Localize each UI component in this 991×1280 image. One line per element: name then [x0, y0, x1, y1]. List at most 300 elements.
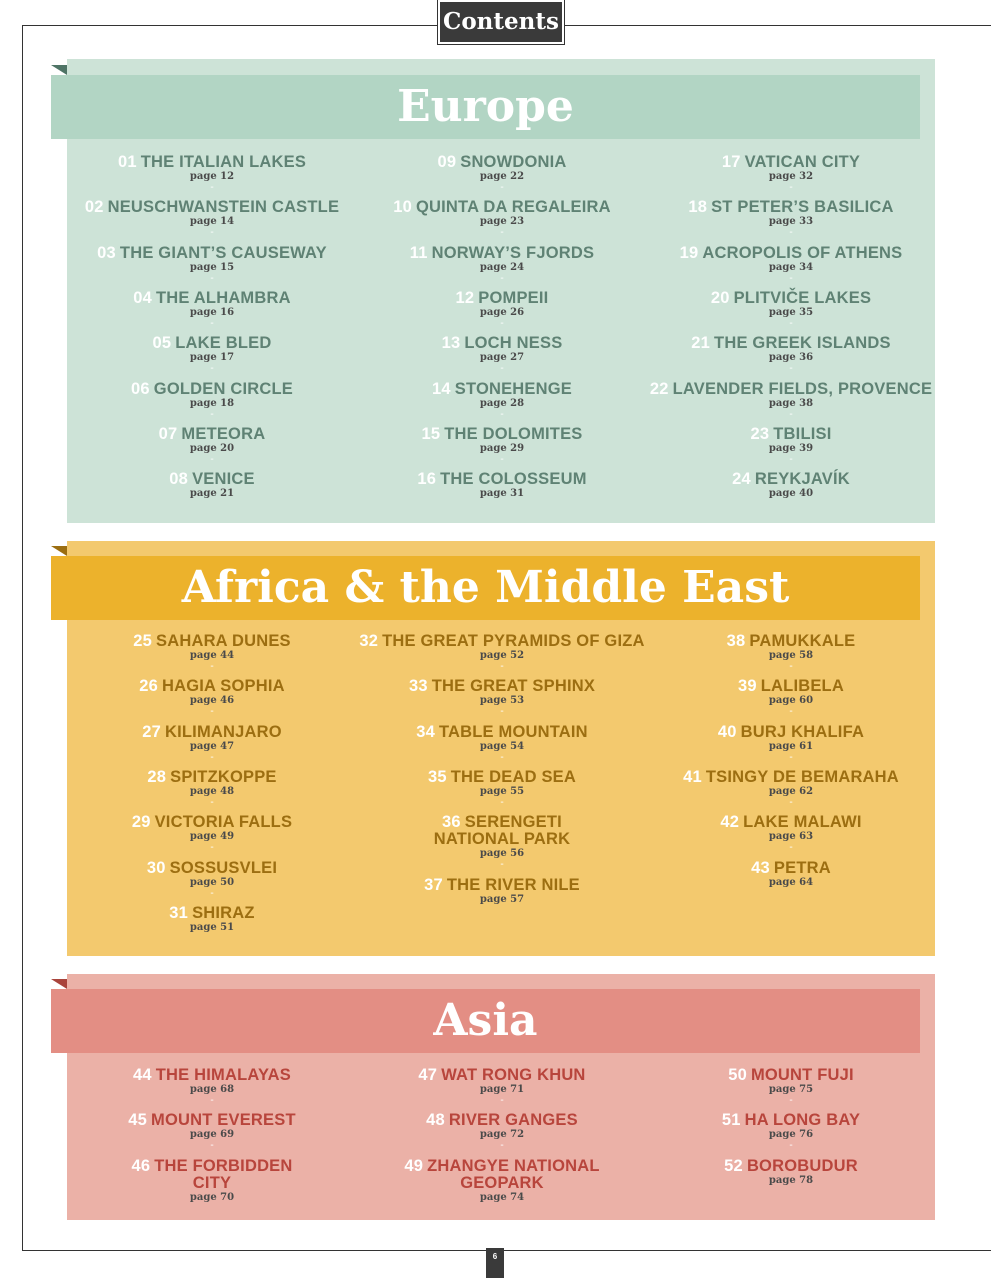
entry-number: 14 — [432, 379, 451, 398]
entry-divider: - — [210, 408, 214, 420]
entry-title — [357, 814, 647, 831]
entry-title-text: REYKJAVÍK — [754, 470, 850, 489]
entry-page: page 68 — [189, 1084, 235, 1095]
toc-entry[interactable] — [357, 1112, 647, 1150]
entry-divider: - — [789, 182, 793, 193]
toc-entry[interactable] — [646, 724, 936, 762]
toc-entry[interactable] — [357, 1067, 647, 1105]
entry-divider: - — [210, 1140, 214, 1152]
entry-title-text: LAKE MALAWI — [743, 813, 862, 832]
entry-divider: - — [500, 227, 504, 239]
toc-entry[interactable] — [357, 678, 647, 716]
entry-title — [67, 1112, 357, 1129]
entry-page: page 44 — [189, 650, 235, 661]
entry-divider: - — [210, 842, 214, 854]
entry-number: 07 — [158, 424, 178, 443]
entry-number: 42 — [720, 813, 740, 832]
entry-title-text: STONEHENGE — [454, 379, 572, 398]
entry-divider: - — [210, 453, 214, 465]
entry-title-text: LALIBELA — [760, 677, 844, 696]
entry-title-text: PAMUKKALE — [749, 632, 856, 650]
entry-title-text: ST PETER’S BASILICA — [711, 198, 894, 217]
contents-heading: Contents — [438, 0, 564, 44]
entry-number: 04 — [133, 288, 153, 307]
toc-entry[interactable] — [646, 1067, 936, 1105]
entry-number: 48 — [426, 1111, 445, 1130]
entry-page: page 64 — [768, 876, 814, 888]
entry-divider: - — [500, 272, 504, 284]
entry-title — [357, 335, 647, 352]
entry-number: 21 — [691, 334, 711, 353]
entry-title-text: MOUNT FUJI — [750, 1066, 854, 1084]
entry-number: 03 — [97, 243, 116, 262]
toc-entry[interactable] — [646, 1158, 936, 1187]
asia-banner-fold — [51, 979, 67, 989]
toc-entry[interactable] — [646, 290, 936, 328]
entry-title — [357, 678, 647, 695]
entry-page: page 15 — [189, 261, 235, 273]
toc-entry[interactable] — [357, 814, 647, 869]
toc-entry[interactable] — [357, 877, 647, 906]
toc-entry[interactable] — [67, 290, 357, 328]
entry-number: 37 — [424, 875, 443, 894]
toc-entry[interactable] — [67, 426, 357, 464]
entry-title — [646, 860, 936, 877]
entry-title — [357, 426, 647, 443]
entry-title-text: METEORA — [181, 424, 266, 443]
entry-page: page 29 — [479, 442, 525, 454]
entry-title-text: BURJ KHALIFA — [740, 722, 865, 741]
entry-number: 01 — [117, 153, 137, 171]
entry-divider: - — [789, 661, 793, 672]
entry-title — [646, 724, 936, 741]
entry-number: 11 — [409, 243, 428, 262]
entry-number: 46 — [131, 1156, 151, 1175]
entry-page: page 78 — [768, 1174, 814, 1186]
entry-number: 05 — [152, 334, 172, 353]
entry-number: 43 — [751, 858, 770, 877]
entry-number: 12 — [455, 288, 475, 307]
toc-entry[interactable] — [67, 245, 357, 283]
entry-title-text: TABLE MOUNTAIN — [438, 722, 588, 741]
entry-title — [357, 199, 647, 216]
entry-number: 23 — [750, 424, 770, 443]
entry-number: 29 — [131, 813, 151, 832]
entry-page: page 50 — [189, 876, 235, 888]
entry-number: 35 — [427, 767, 447, 786]
page-number: 6 — [486, 1248, 504, 1278]
entry-divider: - — [500, 859, 504, 871]
entry-title-text: SAHARA DUNES — [156, 632, 291, 650]
entry-number: 24 — [732, 470, 751, 489]
entry-number: 47 — [418, 1066, 438, 1084]
entry-title-text: VENICE — [192, 470, 255, 489]
entry-page: page 27 — [479, 352, 525, 364]
entry-title-text: GOLDEN CIRCLE — [153, 379, 293, 398]
entry-title — [357, 1067, 647, 1084]
toc-entry[interactable] — [357, 1158, 647, 1204]
entry-page: page 38 — [768, 397, 814, 409]
asia-title: Asia — [433, 995, 538, 1046]
entry-title — [357, 381, 647, 398]
entry-title-text: THE ITALIAN LAKES — [140, 153, 307, 171]
entry-divider: - — [500, 453, 504, 465]
entry-title-text: LOCH NESS — [464, 334, 563, 353]
entry-title — [67, 154, 357, 171]
entry-title-text: THE RIVER NILE — [446, 875, 580, 894]
entry-page: page 62 — [768, 785, 814, 797]
entry-title — [646, 471, 936, 488]
entry-number: 30 — [146, 858, 166, 877]
entry-title — [357, 1112, 647, 1129]
entry-number: 50 — [728, 1066, 747, 1084]
entry-title — [646, 335, 936, 352]
entry-title — [646, 1158, 936, 1175]
entry-number: 34 — [416, 722, 435, 741]
entry-title — [357, 471, 647, 488]
africa-banner-fold — [51, 546, 67, 556]
toc-entry[interactable] — [357, 154, 647, 192]
entry-title-text: ZHANGYE NATIONAL — [427, 1156, 600, 1175]
entry-number: 22 — [649, 379, 669, 398]
entry-title-text: MOUNT EVEREST — [151, 1111, 296, 1130]
entry-page: page 52 — [479, 650, 525, 661]
entry-number: 26 — [139, 677, 158, 696]
toc-entry[interactable] — [67, 678, 357, 716]
entry-title — [67, 724, 357, 741]
entry-divider: - — [210, 751, 214, 763]
toc-entry[interactable] — [646, 199, 936, 237]
entry-title-text: KILIMANJARO — [164, 722, 282, 741]
entry-title — [67, 471, 357, 488]
entry-title-text: THE DEAD SEA — [450, 767, 576, 786]
entry-divider: - — [789, 363, 793, 375]
entry-number: 40 — [717, 722, 737, 741]
entry-divider: - — [210, 317, 214, 329]
toc-entry[interactable] — [357, 426, 647, 464]
entry-number: 06 — [131, 379, 150, 398]
entry-title — [357, 633, 647, 650]
entry-divider: - — [500, 408, 504, 420]
entry-page: page 22 — [479, 171, 525, 182]
entry-divider: - — [210, 887, 214, 899]
entry-title-text: PLITVIČE LAKES — [733, 288, 872, 307]
entry-divider: - — [500, 1095, 504, 1106]
entry-number: 09 — [437, 153, 457, 171]
toc-entry[interactable] — [646, 381, 936, 419]
entry-page: page 21 — [189, 488, 235, 500]
entry-number: 18 — [688, 198, 708, 217]
entry-page: page 17 — [189, 352, 235, 364]
entry-title — [67, 769, 357, 786]
toc-entry[interactable] — [357, 381, 647, 419]
entry-title — [357, 877, 647, 894]
entry-title — [646, 199, 936, 216]
toc-entry[interactable] — [646, 335, 936, 373]
entry-page: page 75 — [768, 1084, 814, 1095]
africa-banner — [51, 556, 920, 620]
entry-page: page 57 — [479, 893, 525, 905]
entry-title — [67, 905, 357, 922]
entry-divider: - — [500, 661, 504, 672]
entry-number: 19 — [679, 243, 699, 262]
toc-entry[interactable] — [646, 814, 936, 852]
toc-entry[interactable] — [67, 471, 357, 500]
entry-title — [67, 335, 357, 352]
toc-entry[interactable] — [357, 335, 647, 373]
toc-entry[interactable] — [646, 860, 936, 889]
entry-title — [646, 154, 936, 171]
entry-title — [67, 290, 357, 307]
toc-entry[interactable] — [646, 245, 936, 283]
entry-page: page 74 — [479, 1191, 525, 1203]
toc-entry[interactable] — [67, 724, 357, 762]
entry-number: 32 — [359, 632, 379, 650]
entry-number: 33 — [408, 677, 428, 696]
entry-title — [646, 769, 936, 786]
entry-title-text: NORWAY’S FJORDS — [431, 243, 595, 262]
toc-entry[interactable] — [67, 814, 357, 852]
entry-divider: - — [789, 706, 793, 718]
toc-entry[interactable] — [357, 724, 647, 762]
entry-divider: - — [210, 661, 214, 672]
entry-number: 41 — [683, 767, 702, 786]
toc-entry[interactable] — [67, 860, 357, 898]
entry-title-text: VICTORIA FALLS — [154, 813, 293, 832]
entry-divider: - — [789, 1095, 793, 1106]
entry-title-text: LAKE BLED — [175, 334, 272, 353]
entry-page: page 31 — [479, 488, 525, 500]
entry-title-text: THE ALHAMBRA — [156, 288, 291, 307]
entry-title-text: VATICAN CITY — [744, 153, 861, 171]
toc-entry[interactable] — [646, 769, 936, 807]
entry-divider: - — [789, 751, 793, 763]
entry-title-text: THE GREEK ISLANDS — [714, 334, 891, 353]
entry-page: page 34 — [768, 261, 814, 273]
entry-divider: - — [210, 1095, 214, 1106]
entry-title — [67, 633, 357, 650]
entry-title-text: THE GREAT SPHINX — [431, 677, 596, 696]
entry-divider: - — [789, 317, 793, 329]
entry-number: 38 — [726, 632, 746, 650]
entry-title-line2: NATIONAL PARK — [433, 830, 571, 849]
toc-entry[interactable] — [67, 381, 357, 419]
entry-number: 45 — [128, 1111, 148, 1130]
entry-page: page 33 — [768, 216, 814, 228]
entry-title-text: PETRA — [773, 858, 831, 877]
entry-divider: - — [500, 317, 504, 329]
entry-number: 25 — [133, 632, 153, 650]
entry-divider: - — [210, 227, 214, 239]
entry-divider: - — [210, 706, 214, 718]
entry-title-text: SPITZKOPPE — [170, 767, 277, 786]
entry-page: page 32 — [768, 171, 814, 182]
entry-title-text: NEUSCHWANSTEIN CASTLE — [107, 198, 340, 217]
entry-title-text: WAT RONG KHUN — [441, 1066, 586, 1084]
entry-page: page 72 — [479, 1129, 525, 1141]
entry-page: page 48 — [189, 785, 235, 797]
toc-entry[interactable] — [67, 905, 357, 934]
toc-entry[interactable] — [357, 245, 647, 283]
entry-page: page 18 — [189, 397, 235, 409]
entry-page: page 70 — [189, 1191, 235, 1203]
entry-page: page 24 — [479, 261, 525, 273]
entry-title — [357, 290, 647, 307]
entry-divider: - — [500, 182, 504, 193]
entry-divider: - — [210, 363, 214, 375]
entry-title — [357, 769, 647, 786]
entry-page: page 76 — [768, 1129, 814, 1141]
entry-page: page 63 — [768, 831, 814, 843]
entry-divider: - — [789, 408, 793, 420]
toc-entry[interactable] — [646, 1112, 936, 1150]
entry-number: 15 — [421, 424, 441, 443]
entry-page: page 14 — [189, 216, 235, 228]
entry-divider: - — [789, 842, 793, 854]
entry-title — [67, 678, 357, 695]
europe-title: Europe — [397, 81, 574, 132]
entry-page: page 54 — [479, 740, 525, 752]
entry-number: 13 — [441, 334, 461, 353]
entry-number: 52 — [724, 1156, 743, 1175]
entry-title-text: SHIRAZ — [192, 903, 255, 922]
entry-number: 20 — [710, 288, 730, 307]
entry-number: 08 — [169, 470, 189, 489]
entry-divider: - — [789, 453, 793, 465]
toc-entry[interactable] — [67, 335, 357, 373]
toc-entry[interactable] — [357, 633, 647, 671]
entry-page: page 60 — [768, 695, 814, 707]
entry-title — [67, 426, 357, 443]
entry-title — [646, 1112, 936, 1129]
entry-title — [67, 381, 357, 398]
entry-divider: - — [500, 796, 504, 808]
entry-number: 39 — [738, 677, 757, 696]
entry-page: page 40 — [768, 488, 814, 500]
entry-title-text: THE HIMALAYAS — [155, 1066, 291, 1084]
entry-number: 28 — [147, 767, 167, 786]
entry-title-text: TSINGY DE BEMARAHA — [705, 767, 899, 786]
entry-title-text: BOROBUDUR — [746, 1156, 858, 1175]
toc-entry[interactable] — [646, 471, 936, 500]
entry-page: page 39 — [768, 442, 814, 454]
entry-page: page 47 — [189, 740, 235, 752]
entry-page: page 56 — [479, 848, 525, 860]
entry-divider: - — [789, 227, 793, 239]
africa-title: Africa & the Middle East — [181, 562, 790, 613]
entry-title-text: TBILISI — [773, 424, 832, 443]
entry-page: page 55 — [479, 785, 525, 797]
toc-entry[interactable] — [646, 633, 936, 671]
entry-page: page 46 — [189, 695, 235, 707]
entry-page: page 58 — [768, 650, 814, 661]
entry-title-line2: CITY — [192, 1173, 232, 1192]
entry-page: page 69 — [189, 1129, 235, 1141]
entry-title — [67, 199, 357, 216]
entry-divider: - — [500, 706, 504, 718]
toc-entry[interactable] — [67, 154, 357, 192]
entry-title — [646, 245, 936, 262]
entry-title-text: HAGIA SOPHIA — [161, 677, 285, 696]
toc-entry[interactable] — [357, 769, 647, 807]
entry-title — [646, 290, 936, 307]
toc-entry[interactable] — [357, 290, 647, 328]
entry-number: 31 — [169, 903, 189, 922]
entry-number: 17 — [721, 153, 741, 171]
toc-entry[interactable] — [357, 199, 647, 237]
entry-title-text: LAVENDER FIELDS, PROVENCE — [672, 379, 933, 398]
europe-banner-fold — [51, 65, 67, 75]
entry-title — [646, 814, 936, 831]
entry-divider: - — [210, 272, 214, 284]
entry-title-text: ACROPOLIS OF ATHENS — [702, 243, 903, 262]
entry-divider: - — [500, 363, 504, 375]
toc-entry[interactable] — [646, 678, 936, 716]
entry-title — [357, 154, 647, 171]
entry-title — [357, 724, 647, 741]
toc-entry[interactable] — [646, 426, 936, 464]
toc-entry[interactable] — [67, 1067, 357, 1105]
entry-title — [646, 1067, 936, 1084]
entry-title-text: THE COLOSSEUM — [440, 470, 587, 489]
toc-entry[interactable] — [67, 1112, 357, 1150]
entry-page: page 61 — [768, 740, 814, 752]
entry-page: page 16 — [189, 306, 235, 318]
toc-entry[interactable] — [67, 769, 357, 807]
entry-title-text: THE FORBIDDEN — [154, 1156, 293, 1175]
entry-title-text: POMPEII — [478, 288, 549, 307]
entry-title-text: THE GIANT’S CAUSEWAY — [119, 243, 327, 262]
entry-title — [67, 814, 357, 831]
entry-title-line2: GEOPARK — [460, 1173, 544, 1192]
entry-number: 16 — [417, 470, 437, 489]
entry-divider: - — [210, 796, 214, 808]
entry-title — [67, 1067, 357, 1084]
toc-entry[interactable] — [646, 154, 936, 192]
entry-title — [357, 245, 647, 262]
entry-number: 02 — [84, 198, 104, 217]
entry-divider: - — [500, 1140, 504, 1152]
entry-title-text: THE GREAT PYRAMIDS OF GIZA — [382, 632, 645, 650]
toc-entry[interactable] — [357, 471, 647, 500]
entry-divider: - — [210, 182, 214, 193]
entry-title — [646, 381, 936, 398]
toc-entry[interactable] — [67, 633, 357, 671]
entry-divider: - — [789, 1140, 793, 1152]
entry-number: 44 — [132, 1066, 152, 1084]
toc-entry[interactable] — [67, 1158, 357, 1204]
entry-page: page 12 — [189, 171, 235, 182]
asia-banner — [51, 989, 920, 1053]
entry-page: page 20 — [189, 442, 235, 454]
entry-divider: - — [789, 796, 793, 808]
entry-page: page 49 — [189, 831, 235, 843]
entry-title — [67, 245, 357, 262]
toc-entry[interactable] — [67, 199, 357, 237]
entry-divider: - — [789, 272, 793, 284]
entry-divider: - — [500, 751, 504, 763]
entry-title — [646, 426, 936, 443]
entry-number: 27 — [142, 722, 161, 741]
entry-page: page 26 — [479, 306, 525, 318]
entry-number: 49 — [404, 1156, 424, 1175]
entry-title-text: QUINTA DA REGALEIRA — [415, 198, 611, 217]
entry-number: 36 — [442, 813, 461, 832]
entry-number: 10 — [393, 198, 412, 217]
entry-page: page 71 — [479, 1084, 525, 1095]
entry-title-text: SERENGETI — [464, 813, 562, 832]
entry-title-text: RIVER GANGES — [448, 1111, 578, 1130]
